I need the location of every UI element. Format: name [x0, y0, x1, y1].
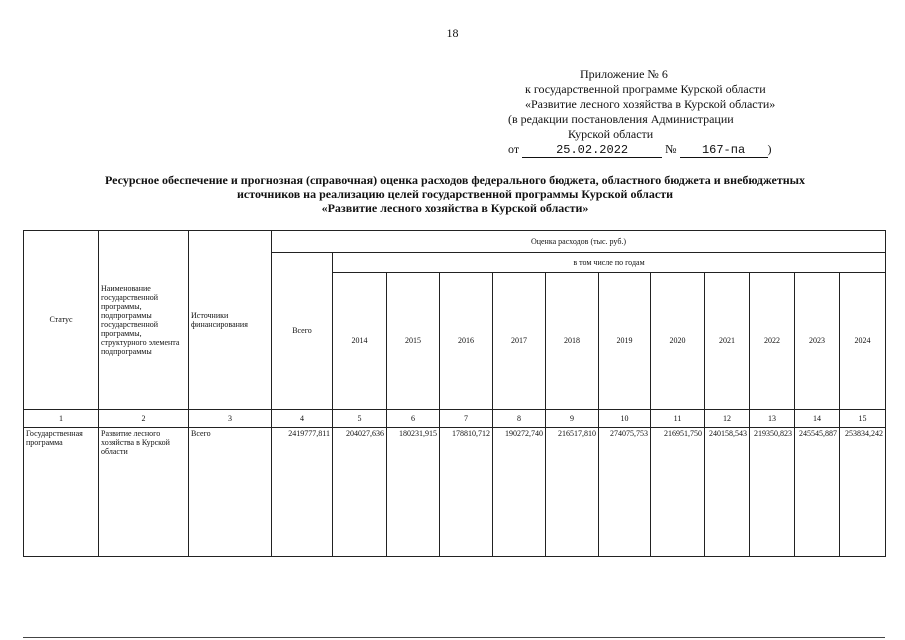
row-year-value: 253834,242: [840, 427, 886, 556]
row-year-value: 180231,915: [387, 427, 440, 556]
column-number: 1: [24, 409, 99, 427]
column-number: 13: [750, 409, 795, 427]
column-number: 14: [795, 409, 840, 427]
title-line-1: Ресурсное обеспечение и прогнозная (справочная) оценка расходов федерального бюджета, областного бюджета и внебюджетных: [105, 173, 805, 187]
header-total: Всего: [272, 253, 333, 409]
row-year-value: 245545,887: [795, 427, 840, 556]
column-number: 8: [493, 409, 546, 427]
header-year: 2017: [493, 273, 546, 409]
column-number: 15: [840, 409, 886, 427]
title-line-3: «Развитие лесного хозяйства в Курской области»: [321, 201, 589, 215]
appendix-date-line: [508, 142, 808, 158]
page-bottom-rule: [23, 637, 885, 638]
header-year: 2019: [599, 273, 651, 409]
row-year-value: 178810,712: [440, 427, 493, 556]
column-number: 4: [272, 409, 333, 427]
column-number: 7: [440, 409, 493, 427]
column-number: 6: [387, 409, 440, 427]
numbering-row: [24, 409, 886, 427]
number-suffix: ): [767, 142, 772, 156]
page-number: 18: [446, 26, 459, 40]
column-number: 9: [546, 409, 599, 427]
appendix-line-3: «Развитие лесного хозяйства в Курской области»: [525, 97, 776, 111]
date-prefix: от: [508, 142, 520, 156]
header-year: 2018: [546, 273, 599, 409]
header-year: 2021: [705, 273, 750, 409]
header-year: 2020: [651, 273, 705, 409]
header-name: Наименование государственной программы, подпрограммы государственной программы, структурного элемента подпрограммы: [99, 231, 189, 410]
header-year: 2022: [750, 273, 795, 409]
column-number: 2: [99, 409, 189, 427]
header-estimate: Оценка расходов (тыс. руб.): [272, 231, 886, 253]
appendix-block: [508, 67, 808, 158]
header-year: 2015: [387, 273, 440, 409]
header-status: Статус: [24, 231, 99, 410]
resource-table: [23, 230, 886, 557]
column-number: 12: [705, 409, 750, 427]
appendix-line-4: (в редакции постановления Администрации: [508, 112, 734, 126]
appendix-line-1: Приложение № 6: [580, 67, 668, 81]
row-year-value: 240158,543: [705, 427, 750, 556]
number-prefix: №: [665, 142, 677, 156]
row-year-value: 219350,823: [750, 427, 795, 556]
title-line-2: источников на реализацию целей государственной программы Курской области: [236, 187, 674, 201]
column-number: 3: [189, 409, 272, 427]
row-source: Всего: [189, 427, 272, 556]
row-year-value: 216517,810: [546, 427, 599, 556]
appendix-line-2: к государственной программе Курской области: [525, 82, 766, 96]
number-value: 167-па: [680, 144, 768, 158]
row-total: 2419777,811: [272, 427, 333, 556]
row-year-value: 204027,636: [333, 427, 387, 556]
column-number: 5: [333, 409, 387, 427]
date-value: 25.02.2022: [522, 144, 662, 158]
row-name: Развитие лесного хозяйства в Курской области: [99, 427, 189, 556]
header-year: 2016: [440, 273, 493, 409]
document-title: [40, 173, 870, 215]
table-row: [24, 427, 886, 556]
row-year-value: 190272,740: [493, 427, 546, 556]
column-number: 11: [651, 409, 705, 427]
header-year: 2024: [840, 273, 886, 409]
header-by-years: в том числе по годам: [333, 253, 886, 273]
header-year: 2014: [333, 273, 387, 409]
header-year: 2023: [795, 273, 840, 409]
header-sources: Источники финансирования: [189, 231, 272, 410]
row-year-value: 274075,753: [599, 427, 651, 556]
row-status: Государственная программа: [24, 427, 99, 556]
row-year-value: 216951,750: [651, 427, 705, 556]
column-number: 10: [599, 409, 651, 427]
appendix-line-5: Курской области: [568, 127, 654, 141]
